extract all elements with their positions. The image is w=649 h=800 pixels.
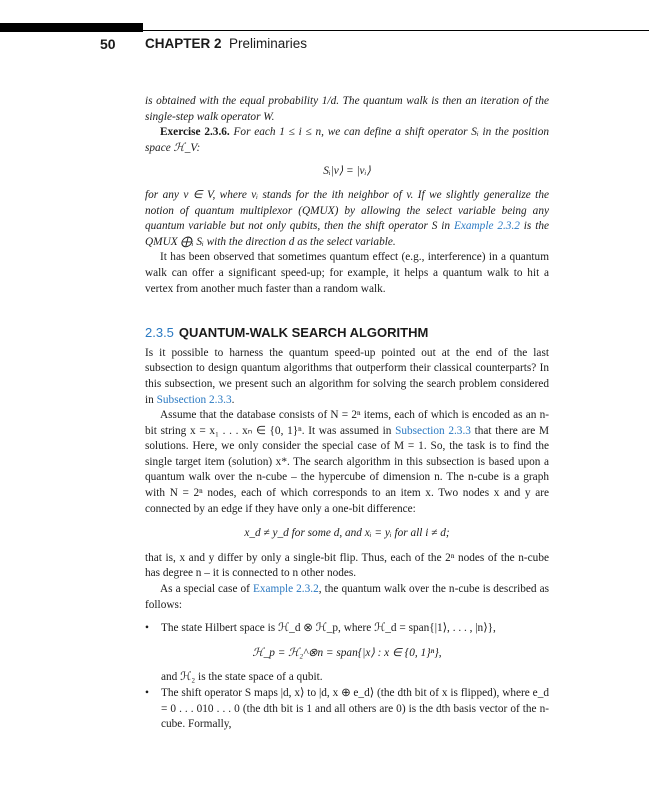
chapter-label: CHAPTER 2 (145, 36, 222, 51)
example-link[interactable]: Example 2.3.2 (453, 220, 520, 233)
database-paragraph (145, 408, 549, 517)
exercise-continuation (145, 188, 549, 250)
special-case-paragraph (145, 582, 549, 613)
section-p1: Is it possible to harness the quantum speed-up pointed out at the end of the last subsection to design quantum algorithms that outperform their classical counterparts? In this subsection, we present such an algorithm for solving the search problem considered in (145, 346, 549, 406)
section-intro-paragraph: Is it possible to harness the quantum speed-up pointed out at the end of the last subsection to design quantum algorithms that outperform their classical counterparts? In this subsection, we present such an algorithm for solving the search problem considered in Subsection 2.3.3. (145, 346, 549, 406)
section-p2-b: that there are M solutions. Here, we only consider the special case of M = 1. So, the task is to find the single target item (solution) x*. The search algorithm in this subsection is based upon a quantum walk over the n-cube – the hypercube of dimension n. The n-cube is a graph with N = 2ⁿ nodes, each of which corresponds to an item x. Two nodes x and y are connected by an edge if they have only a one-bit difference: (145, 424, 550, 515)
section-p4-b: , the quantum walk over the n-cube is described as follows: (145, 583, 549, 611)
section-number: 2.3.5 (145, 325, 174, 341)
edge-condition-equation: x_d ≠ y_d for some d, and xᵢ = yᵢ for all i ≠ d; (244, 527, 450, 540)
paragraph-speedup: It has been observed that sometimes quantum effect (e.g., interference) in a quantum walk can offer a significant speed-up; for example, it helps a quantum walk to hit a vertex from another much faster than a random walk. (145, 251, 549, 295)
single-bit-flip-paragraph: that is, x and y differ by only a single-bit flip. Thus, each of the 2ⁿ nodes of the n-cube has degree n – it is connected to n other nodes. (145, 551, 549, 580)
section-p4-a: As a special case of (160, 583, 250, 596)
exercise-statement (145, 125, 549, 156)
page-number: 50 (100, 36, 116, 52)
subsection-link[interactable]: Subsection 2.3.3 (156, 393, 232, 406)
chapter-heading (145, 36, 307, 51)
section-title: QUANTUM-WALK SEARCH ALGORITHM (178, 325, 429, 341)
shift-operator-equation: Sᵢ|v⟩ = |vᵢ⟩ (323, 165, 371, 178)
position-space-equation: ℋ_p = ℋ₂^⊗n = span{|x⟩ : x ∈ {0, 1}ⁿ}, (252, 646, 442, 659)
bullet-shift-operator (145, 686, 549, 733)
paragraph-walk-operator: is obtained with the equal probability 1/d. The quantum walk is then an iteration of the single-step walk operator W. (145, 95, 549, 123)
section-heading (145, 325, 549, 341)
example-link-2[interactable]: Example 2.3.2 (252, 583, 319, 596)
bullet2-text: The shift operator S maps |d, x⟩ to |d, x ⊕ e_d⟩ (the dth bit of x is flipped), where e_d = 0 . . . 010 . . . 0 (the dth bit is 1 and all others are 0) is the dth basis vector of the n-cube. Formally, (161, 687, 549, 731)
bullet-hilbert-space (145, 621, 549, 637)
bullet1-continuation: and ℋ₂ is the state space of a qubit. (161, 671, 323, 684)
exercise-text: For each 1 ≤ i ≤ n, we can define a shift operator Sᵢ in the position space ℋ_V: (145, 126, 549, 154)
subsection-link-2[interactable]: Subsection 2.3.3 (395, 424, 471, 437)
exercise-label: Exercise 2.3.6. (160, 126, 230, 139)
section-p2-a: Assume that the database consists of N = 2ⁿ items, each of which is encoded as an n-bit string x = x₁ . . . xₙ ∈ {0, 1}ⁿ. It was assumed in (145, 409, 549, 437)
exercise-after-1: for any v ∈ V, where vᵢ stands for the ith neighbor of v. If we slightly generalize the notion of quantum multiplexor (QMUX) by allowing the select variable being any quantum variable but not only qubits, then the shift operator S in (145, 188, 549, 233)
page-body (145, 94, 549, 733)
header-bar (0, 23, 143, 32)
header-rule (143, 30, 649, 31)
chapter-title: Preliminaries (229, 36, 308, 51)
bullet1-text: The state Hilbert space is ℋ_d ⊗ ℋ_p, where ℋ_d = span{|1⟩, . . . , |n⟩}, (161, 622, 496, 635)
exercise-after-2: is the QMUX ⨁ᵢ Sᵢ with the direction d as the select variable. (145, 220, 549, 248)
